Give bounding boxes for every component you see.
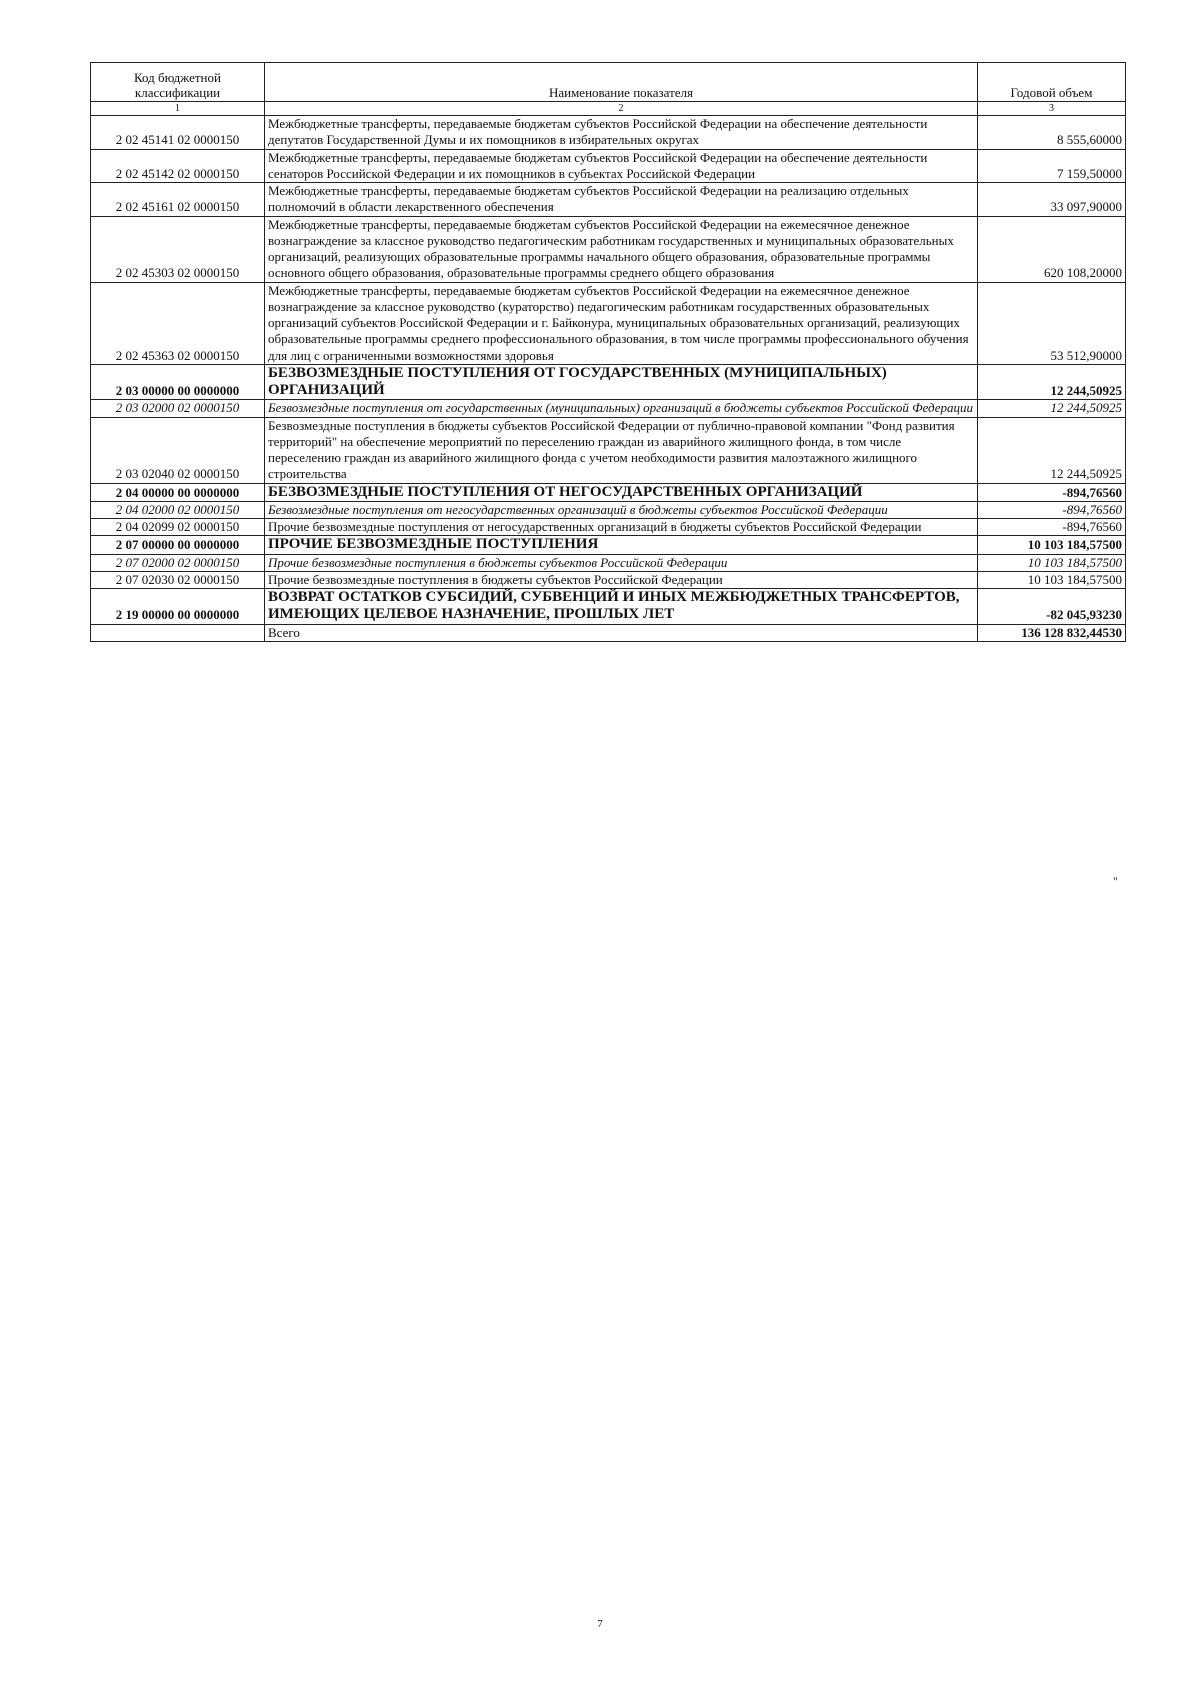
- header-code: Код бюджетной классификации: [91, 63, 265, 102]
- budget-document: [90, 62, 1125, 642]
- total-label: Всего: [265, 624, 978, 641]
- row-code: 2 03 02040 02 0000150: [91, 417, 265, 483]
- row-value: -894,76560: [978, 519, 1126, 536]
- row-code: 2 03 02000 02 0000150: [91, 400, 265, 417]
- table-row: [91, 554, 1126, 571]
- row-value: 7 159,50000: [978, 149, 1126, 183]
- table-row: [91, 589, 1126, 625]
- table-row: [91, 216, 1126, 282]
- row-code: 2 19 00000 00 0000000: [91, 589, 265, 625]
- row-value: 10 103 184,57500: [978, 571, 1126, 588]
- total-code: [91, 624, 265, 641]
- row-name: ПРОЧИЕ БЕЗВОЗМЕЗДНЫЕ ПОСТУПЛЕНИЯ: [265, 536, 978, 554]
- row-value: 10 103 184,57500: [978, 536, 1126, 554]
- row-name: ВОЗВРАТ ОСТАТКОВ СУБСИДИЙ, СУБВЕНЦИЙ И ИНЫХ МЕЖБЮДЖЕТНЫХ ТРАНСФЕРТОВ, ИМЕЮЩИХ ЦЕЛЕВОЕ НАЗНАЧЕНИЕ, ПРОШЛЫХ ЛЕТ: [265, 589, 978, 625]
- row-value: 53 512,90000: [978, 282, 1126, 364]
- table-row: [91, 400, 1126, 417]
- table-row: [91, 282, 1126, 364]
- table-body: [91, 116, 1126, 642]
- row-name: БЕЗВОЗМЕЗДНЫЕ ПОСТУПЛЕНИЯ ОТ ГОСУДАРСТВЕННЫХ (МУНИЦИПАЛЬНЫХ) ОРГАНИЗАЦИЙ: [265, 364, 978, 400]
- table-row: [91, 571, 1126, 588]
- table-row: [91, 116, 1126, 150]
- row-name: Межбюджетные трансферты, передаваемые бюджетам субъектов Российской Федерации на ежемесячное денежное вознаграждение за классное руководство (кураторство) педагогическим работникам государственных образовательных организаций субъектов Российской Федерации и г. Байконура, муниципальных образовательных организаций, реализующих образовательные программы среднего профессионального образования, в том числе программы профессионального обучения для лиц с ограниченными возможностями здоровья: [265, 282, 978, 364]
- table-row: [91, 519, 1126, 536]
- total-value: 136 128 832,44530: [978, 624, 1126, 641]
- row-code: 2 02 45363 02 0000150: [91, 282, 265, 364]
- budget-table: [90, 62, 1126, 642]
- row-value: 8 555,60000: [978, 116, 1126, 150]
- row-code: 2 04 02099 02 0000150: [91, 519, 265, 536]
- row-code: 2 07 02000 02 0000150: [91, 554, 265, 571]
- closing-quote: ": [1113, 874, 1118, 888]
- row-code: 2 07 00000 00 0000000: [91, 536, 265, 554]
- row-code: 2 04 00000 00 0000000: [91, 483, 265, 501]
- row-value: 12 244,50925: [978, 400, 1126, 417]
- row-code: 2 03 00000 00 0000000: [91, 364, 265, 400]
- row-value: -894,76560: [978, 501, 1126, 518]
- column-number-1: 1: [91, 102, 265, 116]
- row-name: Межбюджетные трансферты, передаваемые бюджетам субъектов Российской Федерации на обеспечение деятельности сенаторов Российской Федерации и их помощников в субъектах Российской Федерации: [265, 149, 978, 183]
- row-name: Прочие безвозмездные поступления в бюджеты субъектов Российской Федерации: [265, 571, 978, 588]
- row-name: Межбюджетные трансферты, передаваемые бюджетам субъектов Российской Федерации на обеспечение деятельности депутатов Государственной Думы и их помощников в избирательных округах: [265, 116, 978, 150]
- column-number-3: 3: [978, 102, 1126, 116]
- row-code: 2 02 45161 02 0000150: [91, 183, 265, 217]
- header-name: Наименование показателя: [265, 63, 978, 102]
- row-name: Межбюджетные трансферты, передаваемые бюджетам субъектов Российской Федерации на ежемесячное денежное вознаграждение за классное руководство педагогическим работникам государственных и муниципальных образовательных организаций, реализующих образовательные программы начального общего образования, образовательные программы основного общего образования, образовательные программы среднего общего образования: [265, 216, 978, 282]
- row-name: Прочие безвозмездные поступления в бюджеты субъектов Российской Федерации: [265, 554, 978, 571]
- row-value: 12 244,50925: [978, 417, 1126, 483]
- row-code: 2 07 02030 02 0000150: [91, 571, 265, 588]
- row-code: 2 02 45303 02 0000150: [91, 216, 265, 282]
- table-row: [91, 501, 1126, 518]
- row-value: 33 097,90000: [978, 183, 1126, 217]
- row-name: Прочие безвозмездные поступления от негосударственных организаций в бюджеты субъектов Российской Федерации: [265, 519, 978, 536]
- row-value: 620 108,20000: [978, 216, 1126, 282]
- row-name: БЕЗВОЗМЕЗДНЫЕ ПОСТУПЛЕНИЯ ОТ НЕГОСУДАРСТВЕННЫХ ОРГАНИЗАЦИЙ: [265, 483, 978, 501]
- total-row: [91, 624, 1126, 641]
- row-code: 2 02 45141 02 0000150: [91, 116, 265, 150]
- row-name: Безвозмездные поступления от негосударственных организаций в бюджеты субъектов Российской Федерации: [265, 501, 978, 518]
- table-row: [91, 364, 1126, 400]
- row-value: -894,76560: [978, 483, 1126, 501]
- table-row: [91, 417, 1126, 483]
- table-row: [91, 536, 1126, 554]
- row-code: 2 04 02000 02 0000150: [91, 501, 265, 518]
- row-name: Безвозмездные поступления в бюджеты субъектов Российской Федерации от публично-правовой компании "Фонд развития территорий" на обеспечение мероприятий по переселению граждан из аварийного жилищного фонда, в том числе переселению граждан из аварийного жилищного фонда с учетом необходимости развития малоэтажного жилищного строительства: [265, 417, 978, 483]
- table-row: [91, 183, 1126, 217]
- header-row: [91, 63, 1126, 102]
- table-row: [91, 483, 1126, 501]
- row-value: 10 103 184,57500: [978, 554, 1126, 571]
- table-row: [91, 149, 1126, 183]
- header-volume: Годовой объем: [978, 63, 1126, 102]
- column-number-2: 2: [265, 102, 978, 116]
- row-value: 12 244,50925: [978, 364, 1126, 400]
- page-number: 7: [597, 1618, 603, 1630]
- column-number-row: [91, 102, 1126, 116]
- row-code: 2 02 45142 02 0000150: [91, 149, 265, 183]
- row-name: Безвозмездные поступления от государственных (муниципальных) организаций в бюджеты субъектов Российской Федерации: [265, 400, 978, 417]
- row-value: -82 045,93230: [978, 589, 1126, 625]
- row-name: Межбюджетные трансферты, передаваемые бюджетам субъектов Российской Федерации на реализацию отдельных полномочий в области лекарственного обеспечения: [265, 183, 978, 217]
